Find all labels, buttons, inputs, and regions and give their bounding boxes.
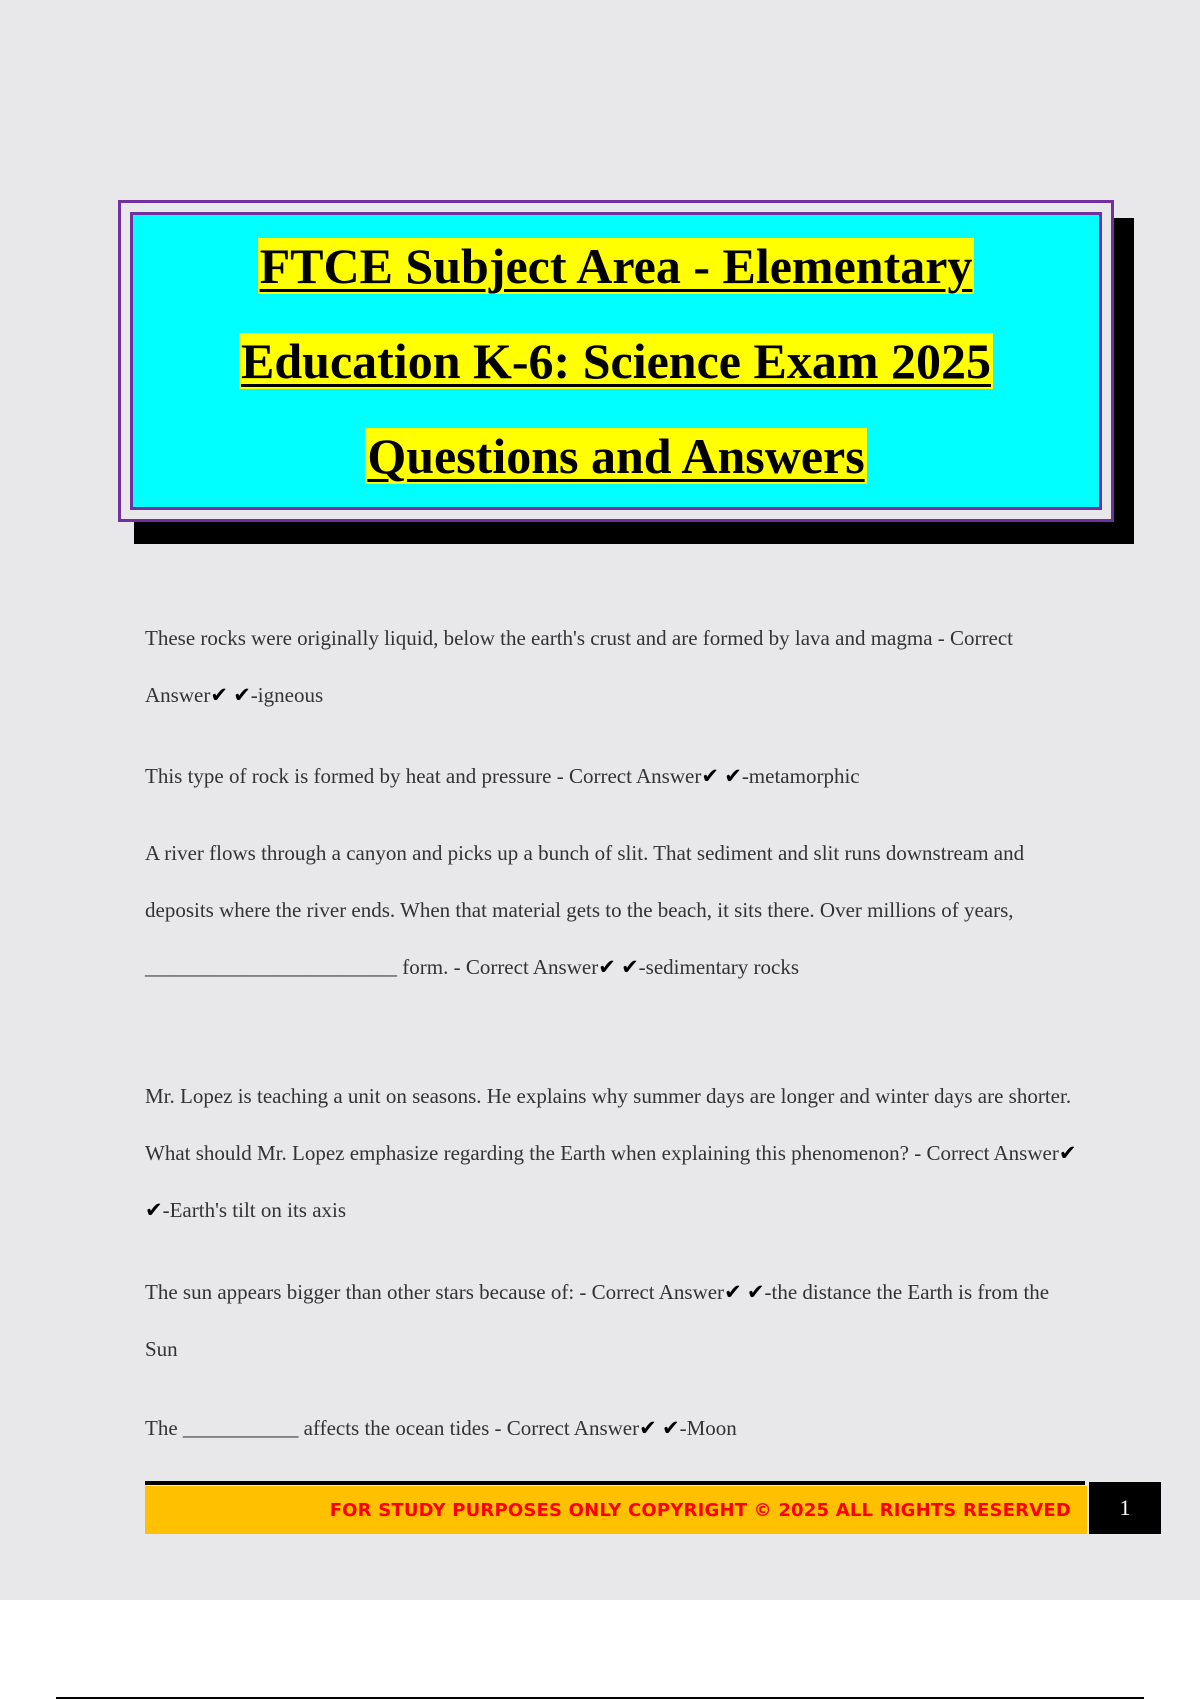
qa-item-5: [145, 1264, 1085, 1378]
title-line-3-text: Questions and Answers: [367, 427, 865, 484]
qa-item-4: [145, 1068, 1085, 1239]
title-line-1: [258, 219, 975, 314]
next-page-rule: [56, 1697, 1144, 1699]
qa-answer: -sedimentary rocks: [638, 955, 800, 979]
qa-question: This type of rock is formed by heat and pressure - Correct Answer: [145, 764, 702, 788]
qa-item-3: [145, 825, 1085, 996]
page-number: 1: [1119, 1495, 1131, 1520]
check-mark-icon: ✔: [1058, 1141, 1077, 1165]
qa-answer: -igneous: [250, 683, 324, 707]
check-mark-icon: ✔: [233, 683, 251, 707]
check-mark-icon: ✔: [701, 764, 719, 788]
page-number-box: [1089, 1482, 1161, 1534]
qa-question: Mr. Lopez is teaching a unit on seasons. He explains why summer days are longer and winter days are shorter. What should Mr. Lopez emphasize regarding the Earth when explaining this phenomenon? - Correct Answer: [145, 1084, 1072, 1165]
check-mark-icon: ✔: [621, 955, 639, 979]
check-mark-icon: ✔: [210, 683, 228, 707]
qa-question: The sun appears bigger than other stars because of: - Correct Answer: [145, 1280, 725, 1304]
qa-question: The ___________ affects the ocean tides - Correct Answer: [145, 1416, 640, 1440]
qa-answer: -the distance the Earth is from the Sun: [145, 1280, 1050, 1361]
title-inner-box: [130, 212, 1102, 510]
check-mark-icon: ✔: [746, 1280, 765, 1304]
title-line-2: [239, 314, 993, 409]
check-mark-icon: ✔: [662, 1416, 680, 1440]
footer-bar: [145, 1486, 1087, 1534]
title-box: [118, 200, 1114, 522]
check-mark-icon: ✔: [145, 1198, 163, 1222]
qa-question: A river flows through a canyon and picks up a bunch of slit. That sediment and slit runs downstream and deposits where the river ends. When that material gets to the beach, it sits there. Over millions of years, ________________________ form. - Correct Answer: [145, 841, 1025, 979]
title-line-3: [365, 409, 866, 504]
check-mark-icon: ✔: [724, 1280, 742, 1304]
qa-item-2: [145, 748, 1085, 805]
qa-answer: -Moon: [679, 1416, 737, 1440]
footer-rule: [145, 1481, 1085, 1485]
check-mark-icon: ✔: [639, 1416, 657, 1440]
title-line-1-text: FTCE Subject Area - Elementary: [259, 237, 973, 294]
qa-answer: -metamorphic: [741, 764, 860, 788]
qa-answer: -Earth's tilt on its axis: [162, 1198, 347, 1222]
qa-item-6: [145, 1400, 1085, 1457]
footer-copyright: FOR STUDY PURPOSES ONLY COPYRIGHT © 2025 ALL RIGHTS RESERVED: [329, 1499, 1071, 1521]
title-line-2-text: Education K-6: Science Exam 2025: [241, 332, 991, 389]
qa-item-1: [145, 610, 1085, 724]
qa-question: These rocks were originally liquid, below the earth's crust and are formed by lava and magma - Correct Answer: [145, 626, 1013, 707]
check-mark-icon: ✔: [598, 955, 616, 979]
check-mark-icon: ✔: [724, 764, 742, 788]
